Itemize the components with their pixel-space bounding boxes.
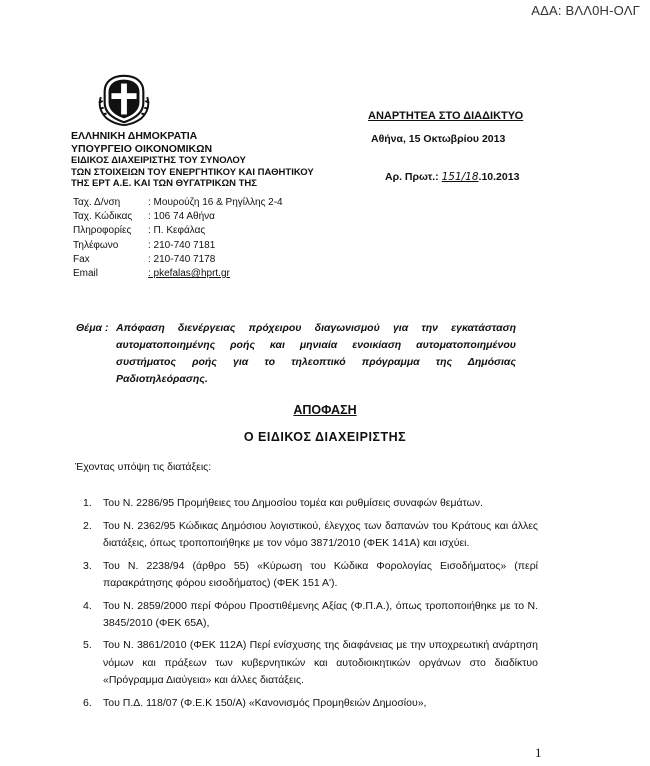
protocol-suffix: .10.2013 [478,171,520,183]
subject-label: Θέμα : [76,322,109,334]
contact-row [73,210,283,224]
contact-row [73,253,283,267]
contact-row [73,267,283,281]
provisions-list [83,495,538,717]
contact-value: : 210-740 7181 [148,239,216,251]
contact-row [73,239,283,253]
list-item [83,637,538,689]
item-text: Του Ν. 2859/2000 περί Φόρου Προστιθέμενης Αξίας (Φ.Π.Α.), όπως τροποποιήθηκε με το Ν. 3845/2010 (ΦΕΚ 65Α), [103,599,538,629]
ada-code: ΑΔΑ: ΒΛΛ0Η-ΟΛΓ [531,3,640,18]
sender-block [71,130,314,190]
document-date: Αθήνα, 15 Οκτωβρίου 2013 [371,133,506,145]
contact-key: Email [73,268,99,280]
contact-key: Τηλέφωνο [73,239,119,251]
sender-line-3: ΕΙΔΙΚΟΣ ΔΙΑΧΕΙΡΙΣΤΗΣ ΤΟΥ ΣΥΝΟΛΟΥ [71,155,246,166]
item-text: Του Ν. 3861/2010 (ΦΕΚ 112Α) Περί ενίσχυσης της διαφάνειας με την υποχρεωτική ανάρτηση νόμων και πράξεων των κυβερνητικών και αυτοδιοικητικών οργάνων στο διαδίκτυο «Πρόγραμμα Διαύγεια» και άλλες διατάξεις. [103,639,538,686]
post-online-label: ΑΝΑΡΤΗΤΕΑ ΣΤΟ ΔΙΑΔΙΚΤΥΟ [368,110,524,122]
greek-coat-of-arms-emblem [95,70,153,128]
subject-text: Απόφαση διενέργειας πρόχειρου διαγωνισμού για την εγκατάσταση αυτοματοποιημένης ροής και μηνιαία ενοικίαση αυτοματοποιημένου συστήματος ροής για το τηλεοπτικό πρόγραμμα της Δημόσιας Ραδιοτηλεόρασης. [116,322,516,385]
list-item [83,518,538,552]
contact-value: : 106 74 Αθήνα [148,211,215,223]
item-text: Του Π.Δ. 118/07 (Φ.Ε.Κ 150/Α) «Κανονισμός Προμηθειών Δημοσίου», [103,696,427,709]
list-item [83,695,538,712]
protocol-handwritten: 151/18 [441,171,479,183]
sender-line-4: ΤΩΝ ΣΤΟΙΧΕΙΩΝ ΤΟΥ ΕΝΕΡΓΗΤΙΚΟΥ ΚΑΙ ΠΑΘΗΤΙΚΟΥ [71,166,314,178]
protocol-label: Αρ. Πρωτ.: [385,171,442,183]
item-number: 3. [83,559,92,572]
sender-line-ministry: ΥΠΟΥΡΓΕΙΟ ΟΙΚΟΝΟΜΙΚΩΝ [71,142,213,155]
item-number: 5. [83,639,92,652]
decision-subtitle: Ο ΕΙΔΙΚΟΣ ΔΙΑΧΕΙΡΙΣΤΗΣ [243,430,407,444]
contact-details [73,196,283,281]
contact-key: Fax [73,253,90,265]
sender-line-5: ΤΗΣ ΕΡΤ Α.Ε. ΚΑΙ ΤΩΝ ΘΥΓΑΤΡΙΚΩΝ ΤΗΣ [71,178,257,189]
intro-text: Έχοντας υπόψη τις διατάξεις: [75,461,212,473]
item-number: 6. [83,696,92,709]
contact-key: Ταχ. Κώδικας [73,211,133,223]
contact-value: : Μουρούζη 16 & Ρηγίλλης 2-4 [148,197,283,208]
contact-row [73,196,283,210]
contact-key: Ταχ. Δ/νση [73,197,121,208]
item-number: 4. [83,599,92,612]
item-number: 2. [83,519,92,532]
item-text: Του Ν. 2362/95 Κώδικας Δημόσιου λογιστικού, έλεγχος των δαπανών του Κράτους και άλλες διατάξεις, όπως τροποποιήθηκε με τον νόμο 3871/2010 (ΦΕΚ 141Α) και ισχύει. [103,519,538,549]
contact-key: Πληροφορίες [73,225,132,237]
list-item [83,598,538,632]
contact-row [73,224,283,238]
subject-block [76,320,516,388]
item-text: Του Ν. 2238/94 (άρθρο 55) «Κύρωση του Κώδικα Φορολογίας Εισοδήματος» (περί παρακράτησης φόρου εισοδήματος) (ΦΕΚ 151 Α'). [103,559,538,589]
protocol-number [385,171,519,183]
item-number: 1. [83,497,92,509]
list-item [83,495,538,512]
contact-value: : 210-740 7178 [148,253,216,265]
list-item [83,558,538,592]
email-link[interactable]: : pkefalas@hprt.gr [148,268,230,280]
decision-title: ΑΠΟΦΑΣΗ [293,403,357,417]
page-number: 1 [535,745,542,760]
item-text: Του Ν. 2286/95 Προμήθειες του Δημοσίου τομέα και ρυθμίσεις συναφών θεμάτων. [103,497,483,509]
sender-line-republic: ΕΛΛΗΝΙΚΗ ΔΗΜΟΚΡΑΤΙΑ [71,130,198,142]
contact-value: : Π. Κεφάλας [148,225,206,237]
